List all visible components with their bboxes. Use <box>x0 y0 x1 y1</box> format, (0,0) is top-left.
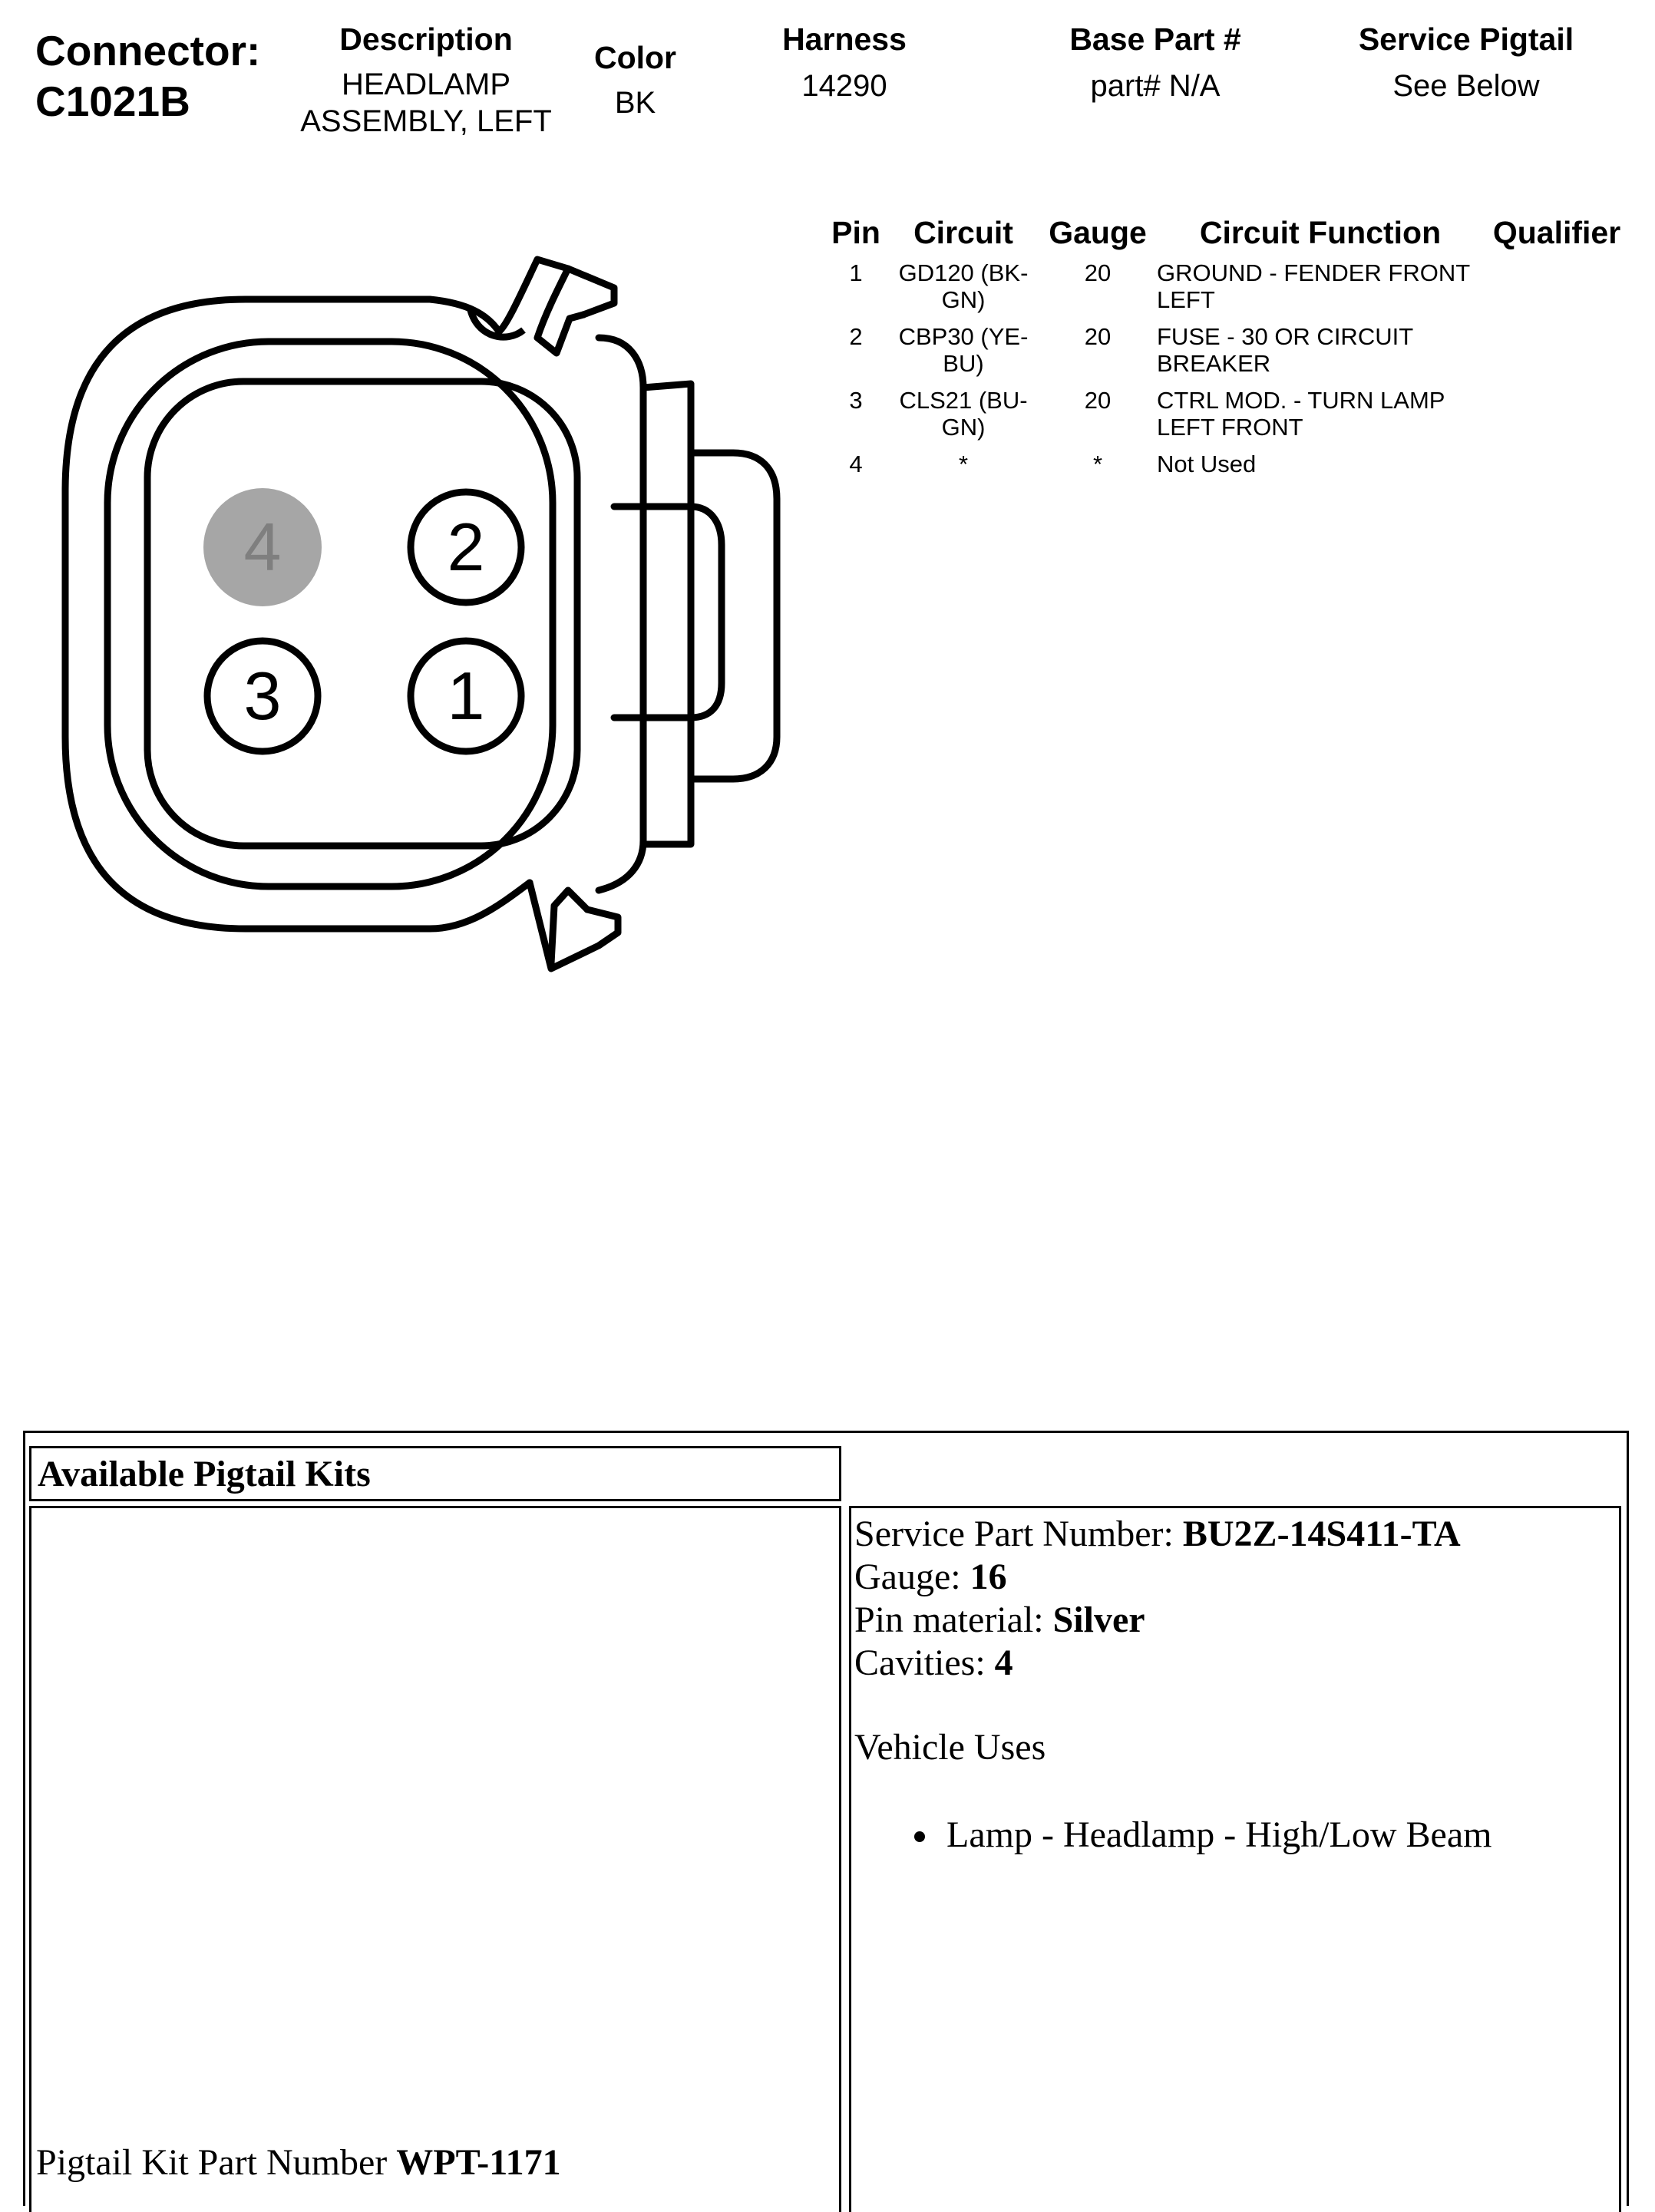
gauge-line <box>854 1556 1616 1599</box>
pin-cell: 3 <box>849 387 863 414</box>
pin-material-label: Pin material: <box>854 1600 1053 1640</box>
circuit-line-1: GD120 (BK- <box>898 259 1029 286</box>
connector-id: C1021B <box>35 78 190 125</box>
circuit-cell <box>894 323 1032 377</box>
pin-table-header-qualifier: Qualifier <box>1492 215 1621 250</box>
circuit-line-2: GN) <box>941 286 986 313</box>
service-part-cell <box>849 1506 1621 2212</box>
gauge-label: Gauge: <box>854 1557 970 1597</box>
pigtail-kits-title: Available Pigtail Kits <box>38 1454 371 1494</box>
pin-material-value: Silver <box>1052 1600 1145 1640</box>
circuit-cell <box>894 451 1032 477</box>
gauge-value: 16 <box>970 1557 1007 1597</box>
pin-material-line <box>854 1599 1616 1642</box>
connector-outer-shell <box>65 299 530 929</box>
gauge-cell: 20 <box>1084 323 1112 350</box>
connector-cavity <box>147 381 577 846</box>
pin-1 <box>411 641 521 751</box>
gauge-cell: 20 <box>1084 387 1112 414</box>
service-pigtail-value: See Below <box>1392 69 1540 103</box>
pigtail-kit-cell <box>29 1506 841 2212</box>
connector-label: Connector: <box>35 27 261 74</box>
harness-value: 14290 <box>801 69 887 103</box>
service-part-value: BU2Z-14S411-TA <box>1182 1514 1461 1554</box>
service-part-label: Service Part Number: <box>854 1514 1183 1554</box>
pin-3 <box>207 641 318 751</box>
circuit-line-2: BU) <box>943 350 984 377</box>
color-value: BK <box>614 86 656 120</box>
pin-4-label: 4 <box>243 509 282 585</box>
gauge-cell: * <box>1092 451 1103 477</box>
connector-face-diagram <box>0 0 844 998</box>
cavities-value: 4 <box>994 1642 1013 1683</box>
pin-table-header-function: Circuit Function <box>1199 215 1442 250</box>
pin-4 <box>203 488 322 606</box>
connector-right-body <box>599 338 643 890</box>
pin-cell: 1 <box>849 259 863 286</box>
gauge-cell: 20 <box>1084 259 1112 286</box>
pin-2-label: 2 <box>447 509 485 585</box>
pin-3-label: 3 <box>243 658 282 734</box>
circuit-line-2: GN) <box>941 414 986 441</box>
vehicle-use-label: Lamp - Headlamp - High/Low Beam <box>946 1814 1492 1855</box>
cavities-line <box>854 1642 1616 1685</box>
description-label: Description <box>339 21 513 57</box>
function-line-1: CTRL MOD. - TURN LAMP <box>1157 387 1445 414</box>
base-part-label: Base Part # <box>1069 21 1241 57</box>
function-line-1: Not Used <box>1157 451 1257 477</box>
function-cell <box>1157 323 1518 377</box>
function-cell <box>1157 451 1518 477</box>
pin-1-label: 1 <box>447 658 485 734</box>
pin-table-header-gauge: Gauge <box>1049 215 1147 250</box>
circuit-cell <box>894 259 1032 313</box>
circuit-cell <box>894 387 1032 441</box>
circuit-line-1: CBP30 (YE- <box>898 323 1029 350</box>
pigtail-kit-part-label: Pigtail Kit Part Number <box>36 2142 397 2183</box>
pin-2 <box>411 492 521 603</box>
function-line-1: FUSE - 30 OR CIRCUIT <box>1157 323 1414 350</box>
function-line-2: LEFT <box>1157 286 1215 313</box>
function-cell <box>1157 387 1518 441</box>
pigtail-kit-part-value: WPT-1171 <box>396 2142 561 2183</box>
service-pigtail-label: Service Pigtail <box>1358 21 1574 57</box>
circuit-line-1: CLS21 (BU- <box>899 387 1028 414</box>
pin-table-header-pin: Pin <box>831 215 880 250</box>
pin-table-header-circuit: Circuit <box>913 215 1013 250</box>
function-line-2: LEFT FRONT <box>1157 414 1303 441</box>
harness-label: Harness <box>782 21 907 57</box>
bullet-icon <box>914 1831 925 1842</box>
pigtail-kit-part-number <box>36 2141 561 2184</box>
pin-cell: 2 <box>849 323 863 350</box>
description-line-1: HEADLAMP <box>341 68 511 101</box>
circuit-line-1: * <box>958 451 969 477</box>
cavities-label: Cavities: <box>854 1642 995 1683</box>
connector-inner-wall <box>107 342 553 886</box>
vehicle-uses-heading: Vehicle Uses <box>854 1727 1046 1768</box>
pigtail-kits-title-cell <box>29 1446 841 1501</box>
connector-lock-tab <box>691 453 777 779</box>
color-label: Color <box>593 40 677 75</box>
service-part-number <box>854 1513 1616 1556</box>
function-line-1: GROUND - FENDER FRONT <box>1157 259 1471 286</box>
base-part-value: part# N/A <box>1090 69 1221 103</box>
pin-cell: 4 <box>849 451 863 477</box>
description-line-2: ASSEMBLY, LEFT <box>300 104 552 138</box>
function-line-2: BREAKER <box>1157 350 1271 377</box>
function-cell <box>1157 259 1518 313</box>
list-item <box>854 1814 1616 1857</box>
